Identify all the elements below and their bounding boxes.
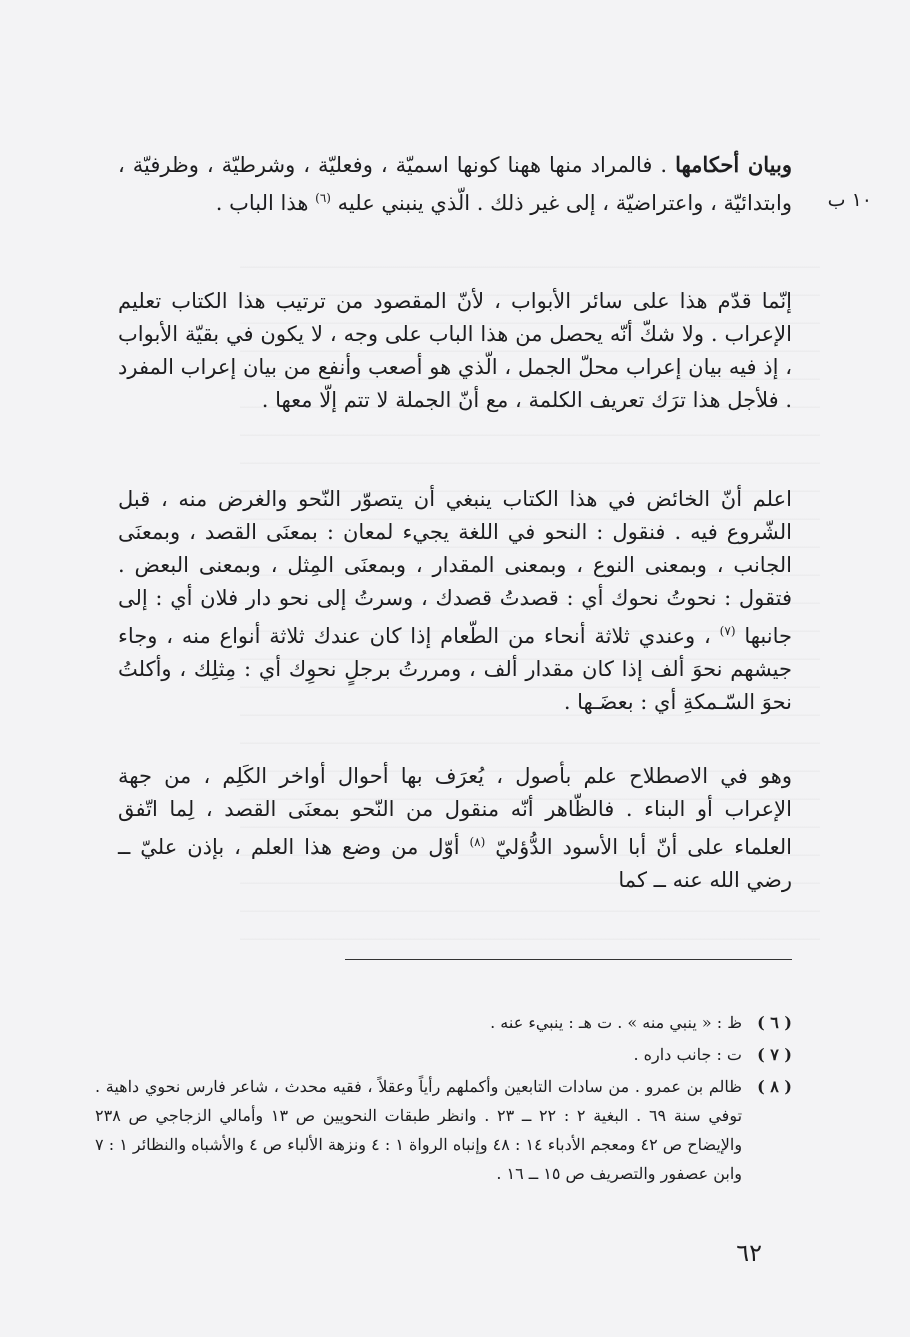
paragraph-4-text-b: أوّل من وضع هذا العلم ، بإذن عليّ ــ رضي الله عنه ــ كما: [118, 835, 792, 892]
footnote-ref-7: (٧): [719, 624, 736, 638]
paragraph-2: إنّما قدّم هذا على سائر الأبواب ، لأنّ المقصود من ترتيب هذا الكتاب تعليم الإعراب . ولا شكّ أنّه يحصل من هذا الباب على وجه ، لا يكون في بقيّة الأبواب ، إذ فيه بيان إعراب محلّ الجمل ، الّذي هو أصعب وأنفع من بيان إعراب المفرد . فلأجل هذا ترَك تعريف الكلمة ، مع أنّ الجملة لا تتم إلّا معها .: [118, 289, 792, 412]
paragraph-1: [118, 148, 792, 220]
footnote-number: ( ٨ ): [757, 1077, 792, 1096]
footnote-ref-6: (٦): [315, 191, 331, 205]
footnote-ref-8: (٨): [469, 835, 486, 849]
footnotes: [95, 1008, 792, 1191]
paragraph-4: [118, 760, 792, 897]
paragraph-1-text: . فالمراد منها ههنا كونها اسميّة ، وفعليّة ، وشرطيّة ، وظرفيّة ، وابتدائيّة ، واعتراضيّة ، إلى غير ذلك . الّذي ينبني عليه: [118, 153, 792, 215]
paragraph-3-text-a: اعلم أنّ الخائض في هذا الكتاب ينبغي أن يتصوّر النّحو والغرض منه ، قبل الشّروع فيه . فنقول : النحو في اللغة يجيء لمعان : بمعنَى القصد ، وبمعنَى الجانب ، وبمعنى النوع ، وبمعنى المقدار ، وبمعنَى المِثل ، وبمعنى البعض . فتقول : نحوتُ نحوك أي : قصدتُ قصدك ، وسرتُ إلى نحو دار فلان أي : إلى جانبها: [118, 487, 792, 648]
footnote-divider: [345, 959, 792, 960]
footnote-text: ظ : « ينبي منه » . ت هـ : ينبيء عنه .: [490, 1013, 742, 1032]
paragraph-3-text-b: ، وعندي ثلاثة أنحاء من الطّعام إذا كان عندك ثلاثة أنواع منه ، وجاء جيشهم نحوَ ألف إذا كان مقدار ألف ، ومررتُ برجلٍ نحوِك أي : مِثلِك ، وأكلتُ نحوَ السّـمكةِ أي : بعضَـها .: [118, 624, 792, 714]
footnote-item: [95, 1008, 792, 1037]
paragraph-4-text-a: وهو في الاصطلاح علم بأصول ، يُعرَف بها أحوال أواخر الكَلِم ، من جهة الإعراب أو البناء . فالظّاهر أنّه منقول من النّحو بمعنَى القصد ، لِما اتّفق العلماء على أنّ أبا الأسود الدُّؤليّ: [118, 764, 792, 859]
footnote-number: ( ٦ ): [757, 1013, 792, 1032]
heading-phrase: وبيان أحكامها: [675, 152, 793, 177]
paragraph-1-end: هذا الباب .: [215, 191, 309, 215]
footnote-text: ظالم بن عمرو . من سادات التابعين وأكملهم رأياً وعقلاً ، فقيه محدث ، شاعر فارس نحوي داهية . توفي سنة ٦٩ . البغية ٢ : ٢٢ ــ ٢٣ . وانظر طبقات النحويين ص ١٣ وأمالي الزجاجي ص ٢٣٨ والإيضاح ص ٤٢ ومعجم الأدباء ١٤ : ٤٨ وإنباه الرواة ١ : ٤ ونزهة الألباء ص ٤ والأشباه والنظائر ١ : ٧ وابن عصفور والتصريف ص ١٥ ــ ١٦ .: [95, 1077, 743, 1183]
margin-folio-note: ١٠ ب: [827, 189, 872, 211]
footnote-item: [95, 1040, 792, 1069]
paragraph-3: [118, 483, 792, 719]
footnote-item: [95, 1072, 792, 1188]
page-number: ٦٢: [736, 1239, 762, 1267]
footnote-number: ( ٧ ): [757, 1045, 792, 1064]
footnote-text: ت : جانب داره .: [633, 1045, 742, 1064]
